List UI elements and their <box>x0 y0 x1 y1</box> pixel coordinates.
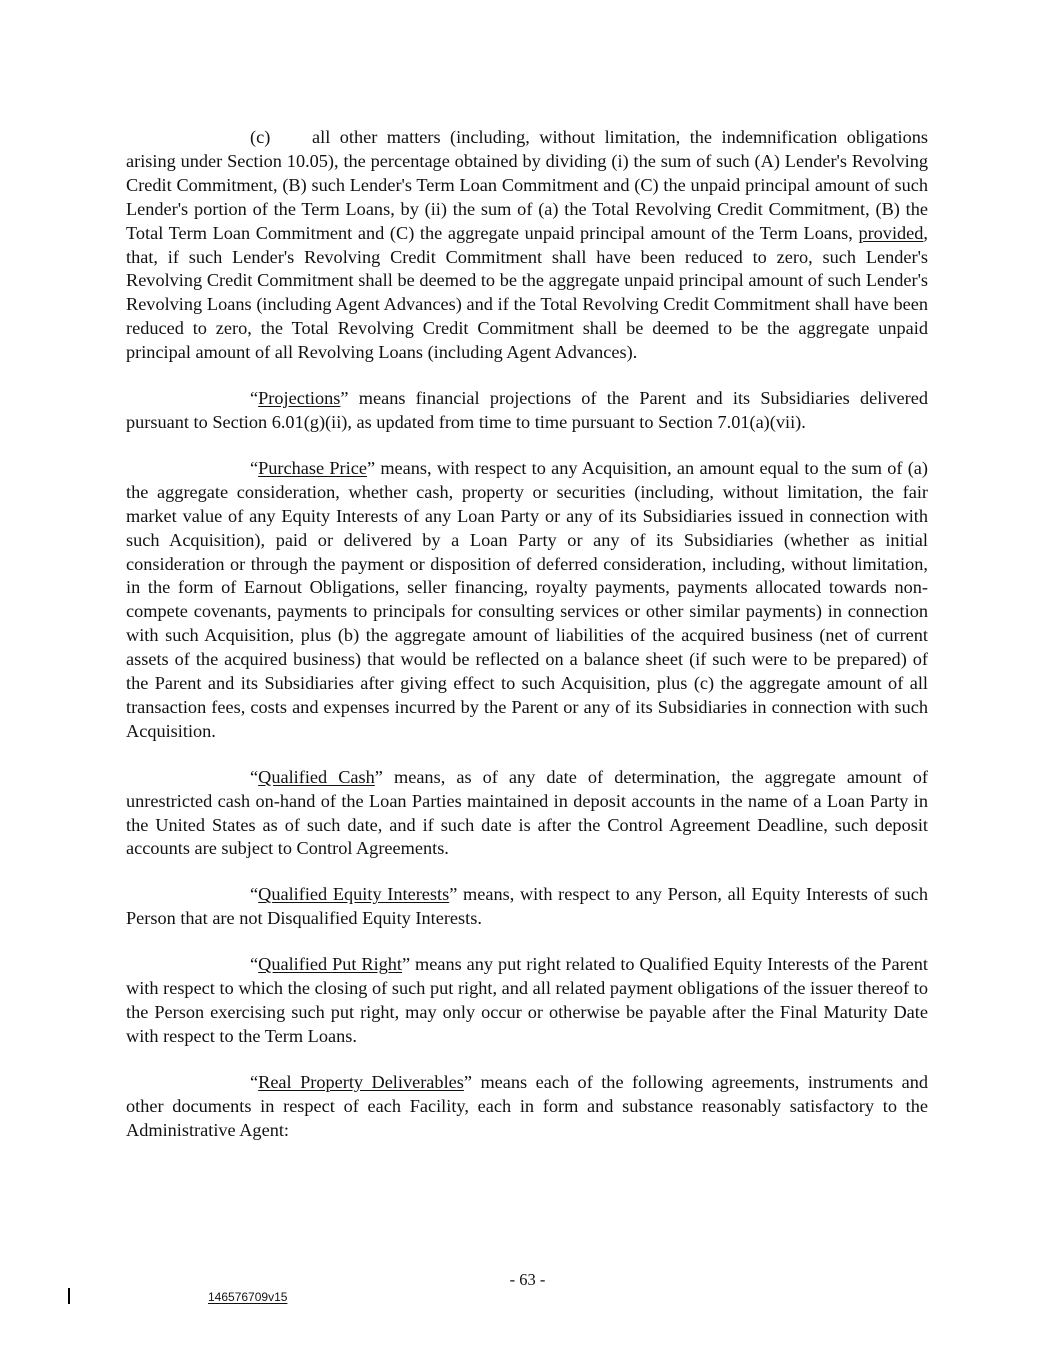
open-quote: “ <box>250 884 259 905</box>
clause-c-text-after: , that, if such Lender's Revolving Credit Commitment shall have been reduced to zero, such Lender's Revolving Credit Commitment shall be deemed to be the aggregate unpaid principal amount of such Lender's Revolving Loans (including Agent Advances) and if the Total Revolving Credit Commitment shall have been reduced to zero, the Total Revolving Credit Commitment shall be deemed to be the aggregate unpaid principal amount of all Revolving Loans (including Agent Advances). <box>126 222 928 363</box>
definition-qualified-cash <box>126 766 928 862</box>
definition-body: means each of the following agreements, instruments and other documents in respect of each Facility, each in form and substance reasonably satisfactory to the Administrative Agent: <box>126 1071 928 1140</box>
definition-qualified-equity-interests <box>126 883 928 931</box>
defined-term: Projections <box>258 388 341 409</box>
open-quote: “ <box>250 1071 259 1092</box>
change-bar <box>68 1288 70 1304</box>
defined-term: Purchase Price <box>258 457 367 478</box>
definition-body: means, as of any date of determination, the aggregate amount of unrestricted cash on-hand of the Loan Parties maintained in deposit accounts in the name of a Loan Party in the United States as of such date, and if such date is after the Control Agreement Deadline, such deposit accounts are subject to Control Agreements. <box>126 766 928 859</box>
defined-term: Qualified Equity Interests <box>258 884 450 905</box>
open-quote: “ <box>250 766 259 787</box>
definition-qualified-put-right <box>126 953 928 1049</box>
definition-body: means, with respect to any Acquisition, an amount equal to the sum of (a) the aggregate consideration, whether cash, property or securities (including, without limitation, the fair market value of any Equity Interests of any Loan Party or any of its Subsidiaries issued in connection with such Acquisition), paid or delivered by a Loan Party or any of its Subsidiaries (whether as initial consideration or through the payment or disposition of deferred consideration, including, without limitation, in the form of Earnout Obligations, seller financing, royalty payments, payments allocated towards non-compete covenants, payments to principals for consulting services or other similar payments) in connection with such Acquisition, plus (b) the aggregate amount of liabilities of the acquired business (net of current assets of the acquired business) that would be reflected on a balance sheet (if such were to be prepared) of the Parent and its Subsidiaries after giving effect to such Acquisition, plus (c) the aggregate amount of all transaction fees, costs and expenses incurred by the Parent or any of its Subsidiaries in connection with such Acquisition. <box>126 457 928 741</box>
document-id: 146576709v15 <box>208 1290 288 1304</box>
defined-term: Qualified Cash <box>258 766 375 787</box>
close-quote: ” <box>340 388 349 409</box>
definition-body: means financial projections of the Parent and its Subsidiaries delivered pursuant to Section 6.01(g)(ii), as updated from time to time pursuant to Section 7.01(a)(vii). <box>126 388 928 432</box>
definition-purchase-price <box>126 457 928 744</box>
clause-c-paragraph <box>126 126 928 365</box>
close-quote: ” <box>402 954 411 975</box>
defined-term: Real Property Deliverables <box>258 1071 464 1092</box>
definition-body: means any put right related to Qualified Equity Interests of the Parent with respect to which the closing of such put right, and all related payment obligations of the issuer thereof to the Person exercising such put right, may only occur or otherwise be payable after the Final Maturity Date with respect to the Term Loans. <box>126 954 928 1046</box>
close-quote: ” <box>463 1071 472 1092</box>
open-quote: “ <box>250 457 259 478</box>
definition-body: means, with respect to any Person, all Equity Interests of such Person that are not Disqualified Equity Interests. <box>126 884 928 929</box>
provided-term: provided <box>858 222 924 243</box>
open-quote: “ <box>250 388 259 409</box>
close-quote: ” <box>449 884 458 905</box>
close-quote: ” <box>374 766 383 787</box>
clause-c-label: (c) <box>250 127 271 147</box>
clause-c-text: all other matters (including, without limitation, the indemnification obligations arising under Section 10.05), the percentage obtained by dividing (i) the sum of such (A) Lender's Revolving Credit Commitment, (B) such Lender's Term Loan Commitment and (C) the unpaid principal amount of such Lender's portion of the Term Loans, by (ii) the sum of (a) the Total Revolving Credit Commitment, (B) the Total Term Loan Commitment and (C) the aggregate unpaid principal amount of the Term Loans, <box>126 127 928 243</box>
open-quote: “ <box>250 954 259 975</box>
definition-real-property-deliverables <box>126 1071 928 1143</box>
page-number: - 63 - <box>509 1270 546 1289</box>
close-quote: ” <box>366 457 376 478</box>
defined-term: Qualified Put Right <box>258 954 403 975</box>
definition-projections <box>126 387 928 435</box>
document-body <box>126 126 928 1165</box>
